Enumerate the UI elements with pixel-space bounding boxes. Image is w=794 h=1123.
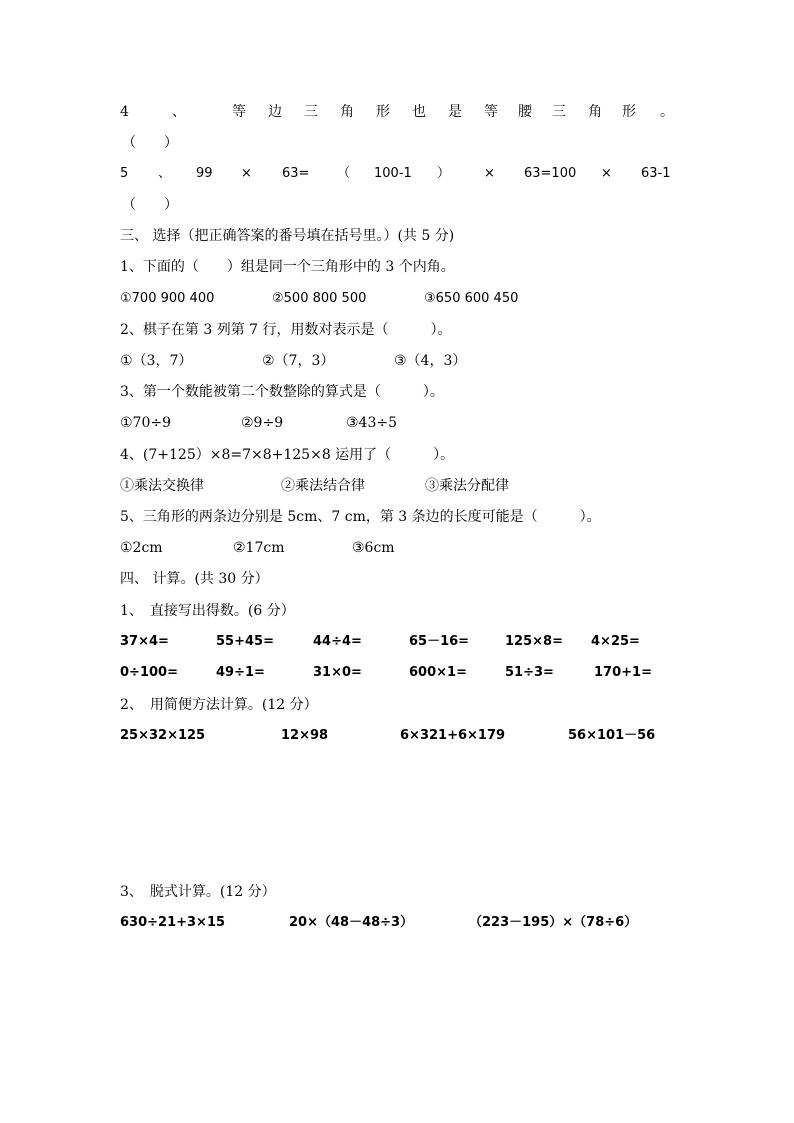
choice-question-5: 5、三角形的两条边分别是 5cm、7 cm，第 3 条边的长度可能是（ ）。 <box>120 509 601 525</box>
statement-char: 三 <box>304 104 318 120</box>
mental-math-item: 44÷4= <box>313 634 362 649</box>
mental-math-row-2 <box>0 661 794 685</box>
choice-option[interactable]: ①2cm <box>120 540 163 556</box>
simplify-item: 12×98 <box>281 728 329 743</box>
mental-math-item: 65－16= <box>409 634 470 649</box>
mental-math-item: 125×8= <box>505 634 563 649</box>
statement-char: 角 <box>340 104 354 120</box>
mental-math-item: 37×4= <box>120 634 169 649</box>
statement-char: 。 <box>660 104 674 120</box>
choice-option[interactable]: ②（7，3） <box>262 353 335 369</box>
choice-option[interactable]: ③乘法分配律 <box>425 478 509 494</box>
choice-option[interactable]: ①乘法交换律 <box>120 478 204 494</box>
choice-option[interactable]: ②500 800 500 <box>272 291 367 306</box>
mental-math-item: 600×1= <box>409 665 467 680</box>
choice-option[interactable]: ③6cm <box>352 540 395 556</box>
section-4-title: 四、 计算。(共 30 分） <box>120 571 269 587</box>
section-3-title: 三、 选择（把正确答案的番号填在括号里。）(共 5 分) <box>120 228 455 244</box>
stepwise-item: （223－195）×（78÷6） <box>469 915 638 930</box>
choice-options-3 <box>0 411 794 435</box>
statement-char: 腰 <box>518 104 532 120</box>
choice-question-3: 3、第一个数能被第二个数整除的算式是（ ）。 <box>120 384 444 400</box>
choice-question-2: 2、棋子在第 3 列第 7 行，用数对表示是（ ）。 <box>120 322 452 338</box>
part-2-heading: 2、 用简便方法计算。(12 分） <box>120 697 318 713</box>
tf-question-4 <box>0 100 794 124</box>
question-separator: 、 <box>158 166 172 181</box>
statement-char: 角 <box>588 104 602 120</box>
choice-question-4: 4、(7+125）×8=7×8+125×8 运用了（ ）。 <box>120 447 455 463</box>
mental-math-item: 170+1= <box>594 665 652 680</box>
simplify-row <box>0 724 794 748</box>
simplify-item: 56×101－56 <box>568 728 656 743</box>
choice-question-1: 1、下面的（ ）组是同一个三角形中的 3 个内角。 <box>120 259 455 275</box>
stepwise-item: 20×（48－48÷3） <box>289 915 414 930</box>
statement-char: 是 <box>448 104 462 120</box>
statement-char: 形 <box>376 104 390 120</box>
expression-token: （ <box>337 166 351 181</box>
expression-token: 63= <box>282 166 310 181</box>
mental-math-item: 55+45= <box>216 634 274 649</box>
statement-char: 三 <box>552 104 566 120</box>
expression-token: 63=100 <box>524 166 577 181</box>
stepwise-row <box>0 911 794 935</box>
expression-token: 99 <box>196 166 213 181</box>
choice-options-1 <box>0 287 794 311</box>
choice-option[interactable]: ③（4，3） <box>394 353 467 369</box>
expression-token: × <box>484 166 495 181</box>
part-1-heading: 1、 直接写出得数。(6 分） <box>120 603 295 619</box>
mental-math-row-1 <box>0 630 794 654</box>
statement-char: 等 <box>232 104 246 120</box>
expression-token: 100-1 <box>374 166 412 181</box>
choice-option[interactable]: ③43÷5 <box>346 415 398 431</box>
choice-option[interactable]: ②乘法结合律 <box>281 478 365 494</box>
statement-char: 等 <box>484 104 498 120</box>
choice-option[interactable]: ①（3，7） <box>120 353 193 369</box>
mental-math-item: 31×0= <box>313 665 362 680</box>
mental-math-item: 0÷100= <box>120 665 178 680</box>
mental-math-item: 4×25= <box>591 634 640 649</box>
choice-option[interactable]: ②9÷9 <box>241 415 284 431</box>
expression-token: × <box>601 166 612 181</box>
expression-token: 63-1 <box>641 166 671 181</box>
answer-bracket-text: （ ） <box>122 197 178 213</box>
question-number: 5 <box>120 166 129 181</box>
simplify-item: 25×32×125 <box>120 728 206 743</box>
answer-bracket-text: （ ） <box>122 135 178 151</box>
choice-options-5 <box>0 536 794 560</box>
choice-option[interactable]: ③650 600 450 <box>424 291 519 306</box>
choice-option[interactable]: ①70÷9 <box>120 415 172 431</box>
expression-token: ） <box>437 166 451 181</box>
answer-bracket[interactable] <box>0 193 794 217</box>
answer-bracket[interactable] <box>0 131 794 155</box>
choice-option[interactable]: ②17cm <box>233 540 285 556</box>
statement-char: 边 <box>268 104 282 120</box>
choice-options-4 <box>0 474 794 498</box>
choice-options-2 <box>0 349 794 373</box>
choice-option[interactable]: ①700 900 400 <box>120 291 215 306</box>
stepwise-item: 630÷21+3×15 <box>120 915 226 930</box>
statement-char: 也 <box>412 104 426 120</box>
mental-math-item: 49÷1= <box>216 665 265 680</box>
part-3-heading: 3、 脱式计算。(12 分） <box>120 884 276 900</box>
tf-question-5 <box>0 162 794 186</box>
statement-char: 形 <box>622 104 636 120</box>
expression-token: × <box>241 166 252 181</box>
question-separator: 、 <box>172 104 186 120</box>
simplify-item: 6×321+6×179 <box>400 728 506 743</box>
mental-math-item: 51÷3= <box>505 665 554 680</box>
question-number: 4 <box>120 104 129 120</box>
